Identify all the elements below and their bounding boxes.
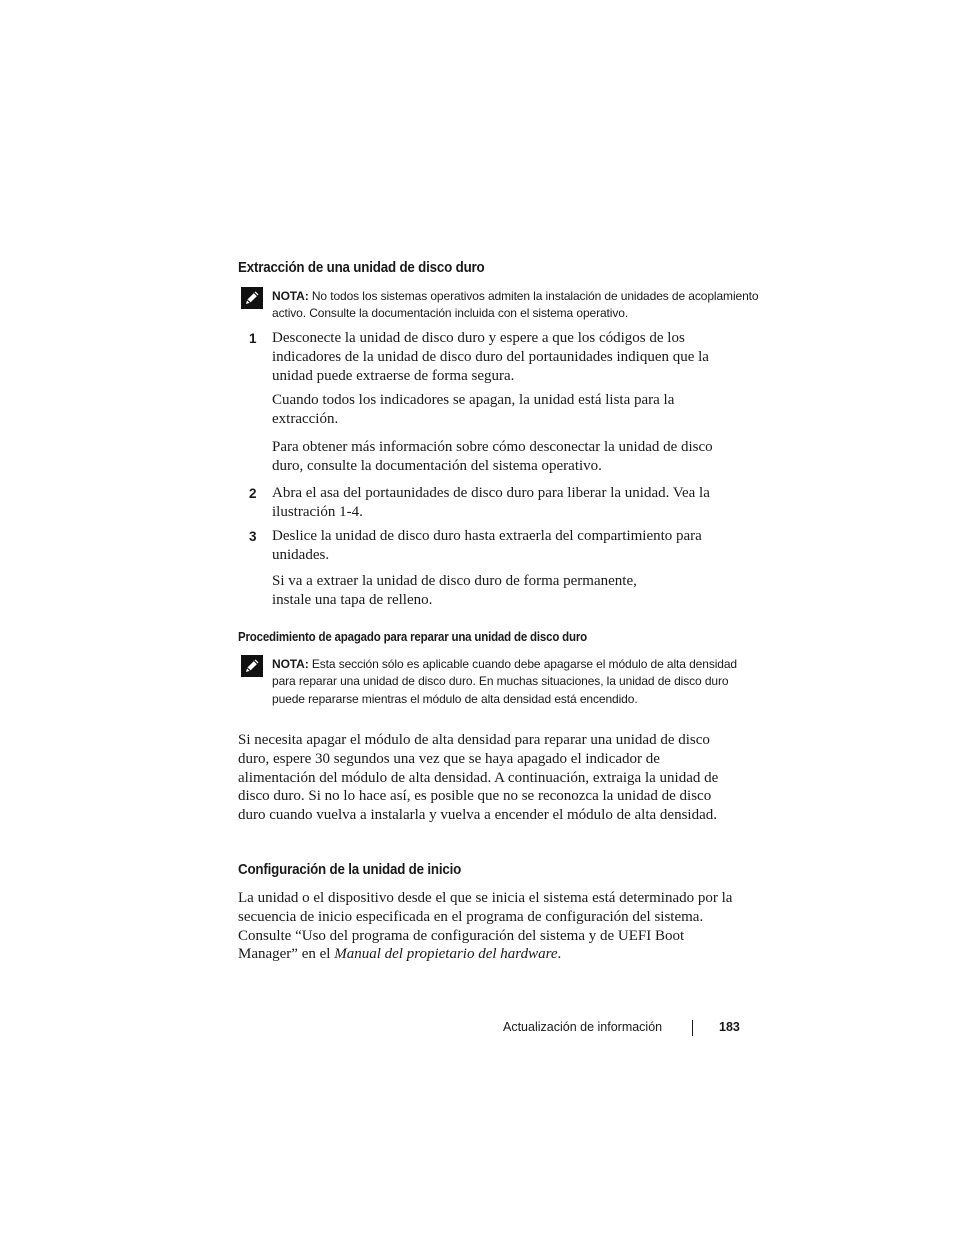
note-icon — [241, 287, 263, 309]
step-number: 2 — [249, 486, 257, 501]
section-heading-boot-drive: Configuración de la unidad de inicio — [238, 862, 462, 878]
step-paragraph: Cuando todos los indicadores se apagan, la unidad está lista para la extracción. — [272, 392, 675, 427]
step-text: Deslice la unidad de disco duro hasta extraerla del compartimiento para unidades. — [272, 528, 702, 563]
step-paragraph: Para obtener más información sobre cómo desconectar la unidad de disco duro, consulte la documentación del sistema operativo. — [272, 439, 713, 474]
page-number: 183 — [719, 1020, 740, 1034]
footer-separator — [692, 1020, 693, 1036]
section-body-shutdown: Si necesita apagar el módulo de alta densidad para reparar una unidad de disco duro, espere 30 segundos una vez que se haya apagado el indicador de alimentación del módulo de alta densidad. A continuación, extraiga la unidad de disco duro. Si no lo hace así, es posible que no se reconozca la unidad de disco duro cuando vuelva a instalarla y vuelva a encender el módulo de alta densidad. — [238, 732, 719, 824]
note-shutdown — [272, 656, 742, 708]
note-body: No todos los sistemas operativos admiten la instalación de unidades de acoplamiento activo. Consulte la documentación incluida con el sistema operativo. — [272, 289, 759, 321]
body-text-end: . — [557, 946, 562, 963]
body-text-start: La unidad o el dispositivo desde el que se inicia el sistema está determinado por la secuencia de inicio especificada en el programa de configuración del sistema. Consulte “Uso del programa de configuración del sistema y de UEFI Boot Manager” en el — [238, 890, 733, 963]
footer-chapter-title: Actualización de información — [503, 1020, 663, 1034]
section-body-boot-drive — [238, 889, 738, 964]
step-text: Abra el asa del portaunidades de disco duro para liberar la unidad. Vea la ilustración 1-4. — [272, 485, 710, 520]
step-paragraph: Si va a extraer la unidad de disco duro de forma permanente, instale una tapa de relleno. — [272, 573, 637, 608]
step-number: 3 — [249, 529, 257, 544]
manual-title: Manual del propietario del hardware — [334, 946, 558, 963]
section-heading-shutdown: Procedimiento de apagado para reparar una unidad de disco duro — [238, 630, 588, 644]
note-label: NOTA: — [272, 289, 309, 303]
step-number: 1 — [249, 331, 257, 346]
section-heading-remove-drive: Extracción de una unidad de disco duro — [238, 260, 485, 276]
note-label: NOTA: — [272, 657, 309, 671]
note-icon — [241, 655, 263, 677]
step-text: Desconecte la unidad de disco duro y espere a que los códigos de los indicadores de la unidad de disco duro del portaunidades indiquen que la unidad puede extraerse de forma segura. — [272, 330, 709, 384]
note-hot-plug — [272, 288, 762, 323]
note-body: Esta sección sólo es aplicable cuando debe apagarse el módulo de alta densidad para reparar una unidad de disco duro. En muchas situaciones, la unidad de disco duro puede repararse mientras el módulo de alta densidad está encendido. — [272, 657, 738, 706]
